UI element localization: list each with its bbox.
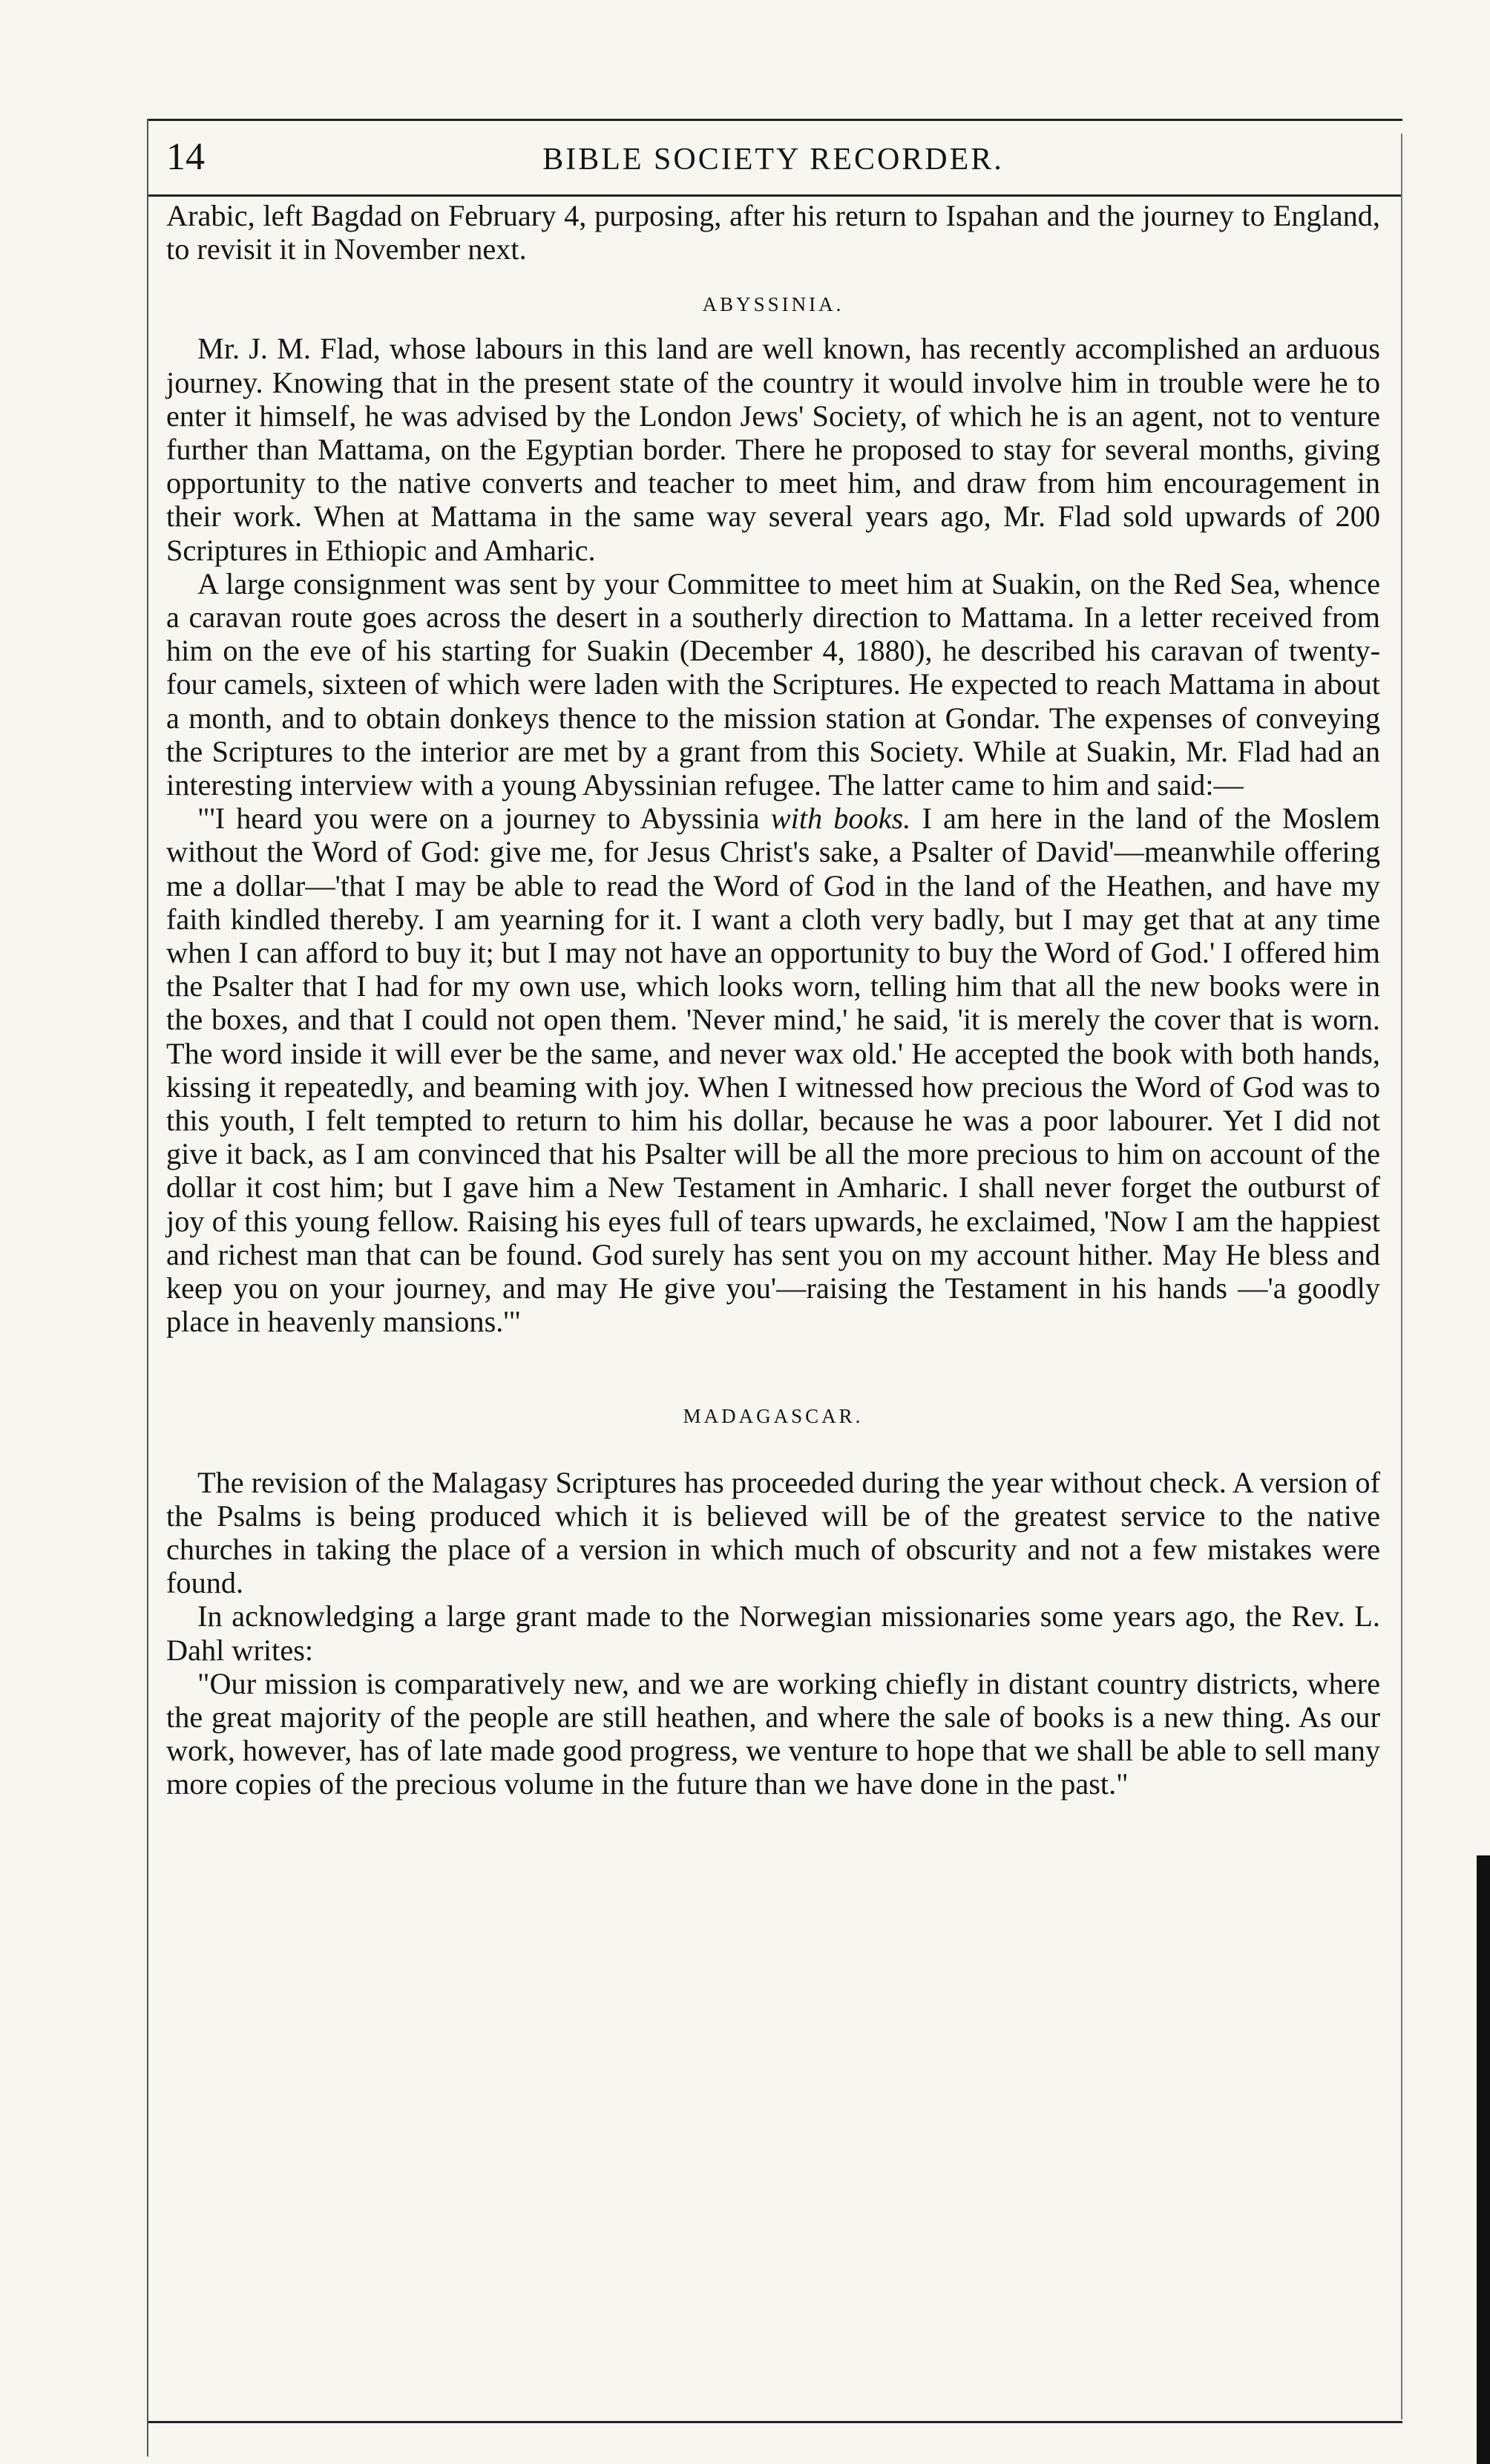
madagascar-paragraph-1: The revision of the Malagasy Scriptures has proceeded during the year without check. A version of the Psalms is being produced which it is believed will be of the greatest service to the native churches in taking the place of a version in which much of obscurity and not a few mistakes were found. [166, 1465, 1380, 1600]
abyssinia-paragraph-2: A large consignment was sent by your Committee to meet him at Suakin, on the Red Sea, whence a caravan route goes across the desert in a southerly direction to Mattama. In a letter received from him on the eve of his starting for Suakin (December 4, 1880), he described his caravan of twenty-four camels, sixteen of which were laden with the Scriptures. He expected to reach Mattama in about a month, and to obtain donkeys thence to the mission station at Gondar. The expenses of conveying the Scriptures to the interior are met by a grant from this Society. While at Suakin, Mr. Flad had an interesting interview with a young Abyssinian refugee. The latter came to him and said:— [166, 566, 1380, 802]
abyssinia-quote [166, 802, 1380, 1338]
binding-edge [1477, 1855, 1490, 2464]
section-heading-madagascar: MADAGASCAR. [683, 1404, 864, 1427]
madagascar-paragraph-2: In acknowledging a large grant made to the Norwegian missionaries some years ago, the Rev. L. Dahl writes: [166, 1599, 1380, 1667]
right-margin-rule [1401, 134, 1402, 2419]
abyssinia-paragraph-1: Mr. J. M. Flad, whose labours in this land are well known, has recently accomplished an arduous journey. Knowing that in the present state of the country it would involve him in trouble were he to enter it himself, he was advised by the London Jews' Society, of which he is an agent, not to venture further than Mattama, on the Egyptian border. There he proposed to stay for several months, giving opportunity to the native converts and teacher to meet him, and draw from him encouragement in their work. When at Mattama in the same way several years ago, Mr. Flad sold upwards of 200 Scriptures in Ethiopic and Amharic. [166, 332, 1380, 567]
top-border-rule [148, 119, 1402, 121]
bottom-border-rule [148, 2421, 1402, 2423]
section-heading-abyssinia: ABYSSINIA. [702, 293, 844, 316]
running-title: BIBLE SOCIETY RECORDER. [542, 142, 1004, 177]
quote-part-2: I am here in the land of the Moslem without the Word of God: give me, for Jesus Christ's sake, a Psalter of David'—meanwhile offering me a dollar—'that I may be able to read the Word of God in the land of the Heathen, and have my faith kindled thereby. I am yearning for it. I want a cloth very badly, but I may get that at any time when I can afford to buy it; but I may not have an opportunity to buy the Word of God.' I offered him the Psalter that I had for my own use, which looks worn, telling him that all the new books were in the boxes, and that I could not open them. 'Never mind,' he said, 'it is merely the cover that is worn. The word inside it will ever be the same, and never wax old.' He accepted the book with both hands, kissing it repeatedly, and beaming with joy. When I witnessed how precious the Word of God was to this youth, I felt tempted to return to him his dollar, because he was a poor labourer. Yet I did not give it back, as I am convinced that his Psalter will be all the more precious to him on account of the dollar it cost him; but I gave him a New Testament in Amharic. I shall never forget the outburst of joy of this young fellow. Raising his eyes full of tears upwards, he exclaimed, 'Now I am the happiest and richest man that can be found. God surely has sent you on my account hither. May He bless and keep you on your journey, and may He give you'—raising the Testament in his hands —'a goodly place in heavenly mansions.'" [166, 802, 1380, 1339]
left-margin-rule [147, 119, 148, 2457]
opening-paragraph: Arabic, left Bagdad on February 4, purposing, after his return to Ispahan and the journey to England, to revisit it in November next. [166, 199, 1380, 266]
page-header [166, 135, 1380, 193]
page-number: 14 [166, 136, 205, 178]
quote-part-1: "'I heard you were on a journey to Abyssinia [197, 802, 771, 836]
madagascar-quote: "Our mission is comparatively new, and we are working chiefly in distant country districts, where the great majority of the people are still heathen, and where the sale of books is a new thing. As our work, however, has of late made good progress, we venture to hope that we shall be able to sell many more copies of the precious volume in the future than we have done in the past." [166, 1666, 1380, 1801]
quote-italic: with books. [770, 802, 911, 836]
page-content [166, 135, 1380, 1801]
